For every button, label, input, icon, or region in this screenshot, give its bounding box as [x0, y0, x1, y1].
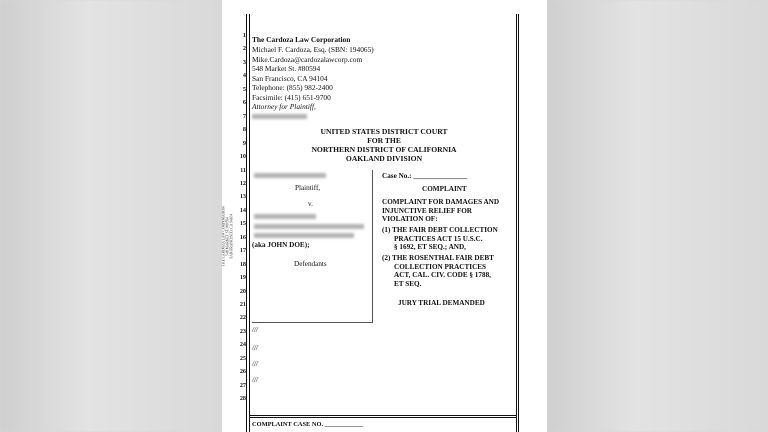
slash-marks-3: ///	[252, 360, 258, 368]
line-number: 1	[242, 32, 246, 39]
court-for: FOR THE	[367, 136, 401, 145]
claim-1-line-2: PRACTICES ACT 15 U.S.C.	[394, 234, 483, 243]
line-number: 19	[239, 274, 246, 282]
aka-john-doe: (aka JOHN DOE);	[252, 241, 310, 249]
redacted-defendant-1	[254, 214, 316, 219]
footer-rule-top	[250, 415, 516, 416]
case-number: Case No.: _______________	[382, 172, 468, 180]
court-district: NORTHERN DISTRICT OF CALIFORNIA	[311, 145, 457, 154]
slash-marks-2: ///	[252, 344, 258, 352]
line-number: 17	[239, 247, 246, 255]
line-number: 3	[242, 58, 246, 66]
line-number: 16	[239, 233, 246, 241]
line-number: 12	[239, 179, 246, 187]
line-number: 11	[240, 166, 246, 174]
footer-rule-bottom	[250, 417, 516, 418]
sidebar-firm-text: THE CARDOZA LAW CORPORATION 548 MARKET ST. #80594 SAN FRANCISCO, CA 94104	[222, 206, 235, 267]
address-line-1: 548 Market St. #80594	[252, 64, 321, 73]
blurred-background-left	[0, 0, 222, 432]
redacted-plaintiff	[254, 173, 326, 178]
plaintiff-label: Plaintiff,	[295, 184, 321, 192]
claim-2-line-2: COLLECTION PRACTICES	[394, 262, 487, 271]
claim-2-line-3: ACT, CAL. CIV. CODE § 1788,	[394, 271, 491, 279]
line-number: 14	[239, 206, 246, 214]
blurred-background-right	[547, 0, 768, 432]
complaint-title-2: INJUNCTIVE RELIEF FOR	[382, 206, 472, 215]
line-number: 7	[242, 112, 246, 120]
line-number: 4	[242, 72, 246, 80]
line-number: 24	[239, 341, 246, 349]
court-name: UNITED STATES DISTRICT COURT	[320, 127, 448, 136]
claim-1-line-3: § 1692, ET SEQ.; AND,	[394, 243, 466, 251]
jury-demand: JURY TRIAL DEMANDED	[398, 299, 485, 307]
line-number: 22	[239, 314, 246, 322]
line-number: 9	[242, 139, 246, 147]
versus: v.	[308, 200, 313, 208]
redacted-defendant-3	[254, 233, 354, 238]
line-number: 23	[239, 327, 246, 335]
slash-marks-1: ///	[252, 326, 258, 334]
line-number: 26	[239, 368, 246, 376]
claim-1-line-1: (1) THE FAIR DEBT COLLECTION	[382, 226, 498, 234]
right-margin-rule	[518, 14, 519, 432]
attorney-for: Attorney for Plaintiff,	[252, 102, 316, 111]
slash-marks-4: ///	[252, 376, 258, 384]
attorney-email: Mike.Cardoza@cardozalawcorp.com	[252, 54, 363, 64]
address-line-2: San Francisco, CA 94104	[252, 73, 328, 83]
line-number: 25	[239, 354, 246, 362]
facsimile: Facsimile: (415) 651-9700	[252, 92, 331, 102]
pleading-page	[222, 0, 547, 432]
telephone: Telephone: (855) 982-2400	[252, 83, 333, 92]
line-number: 6	[242, 99, 246, 107]
line-number: 2	[242, 45, 246, 53]
firm-name: The Cardoza Law Corporation	[252, 35, 351, 44]
line-number: 8	[242, 126, 246, 134]
line-number: 18	[239, 260, 246, 268]
claim-2-line-4: ET SEQ.	[394, 279, 422, 288]
attorney-name: Michael F. Cardoza, Esq. (SBN: 194065)	[252, 45, 374, 54]
line-number: 28	[239, 395, 246, 403]
right-margin-rule-inner	[516, 14, 517, 432]
defendants-label: Defendants	[294, 260, 327, 268]
line-number: 27	[239, 381, 246, 389]
line-number: 21	[239, 301, 246, 308]
footer-case-number: COMPLAINT CASE NO. ____________	[252, 421, 364, 428]
line-number: 10	[239, 153, 246, 161]
claim-2-line-1: (2) THE ROSENTHAL FAIR DEBT	[382, 254, 494, 262]
redacted-plaintiff-name	[252, 114, 307, 119]
line-number: 5	[242, 85, 246, 93]
complaint-title-1: COMPLAINT FOR DAMAGES AND	[382, 198, 500, 206]
left-margin-rule-inner	[249, 14, 250, 432]
line-number: 20	[239, 287, 246, 295]
court-division: OAKLAND DIVISION	[345, 154, 423, 163]
line-number: 15	[239, 220, 246, 228]
left-margin-rule	[246, 14, 247, 432]
complaint-heading: COMPLAINT	[422, 185, 467, 193]
complaint-title-3: VIOLATION OF:	[382, 215, 438, 223]
redacted-defendant-2	[254, 224, 364, 229]
line-number: 13	[239, 193, 246, 201]
